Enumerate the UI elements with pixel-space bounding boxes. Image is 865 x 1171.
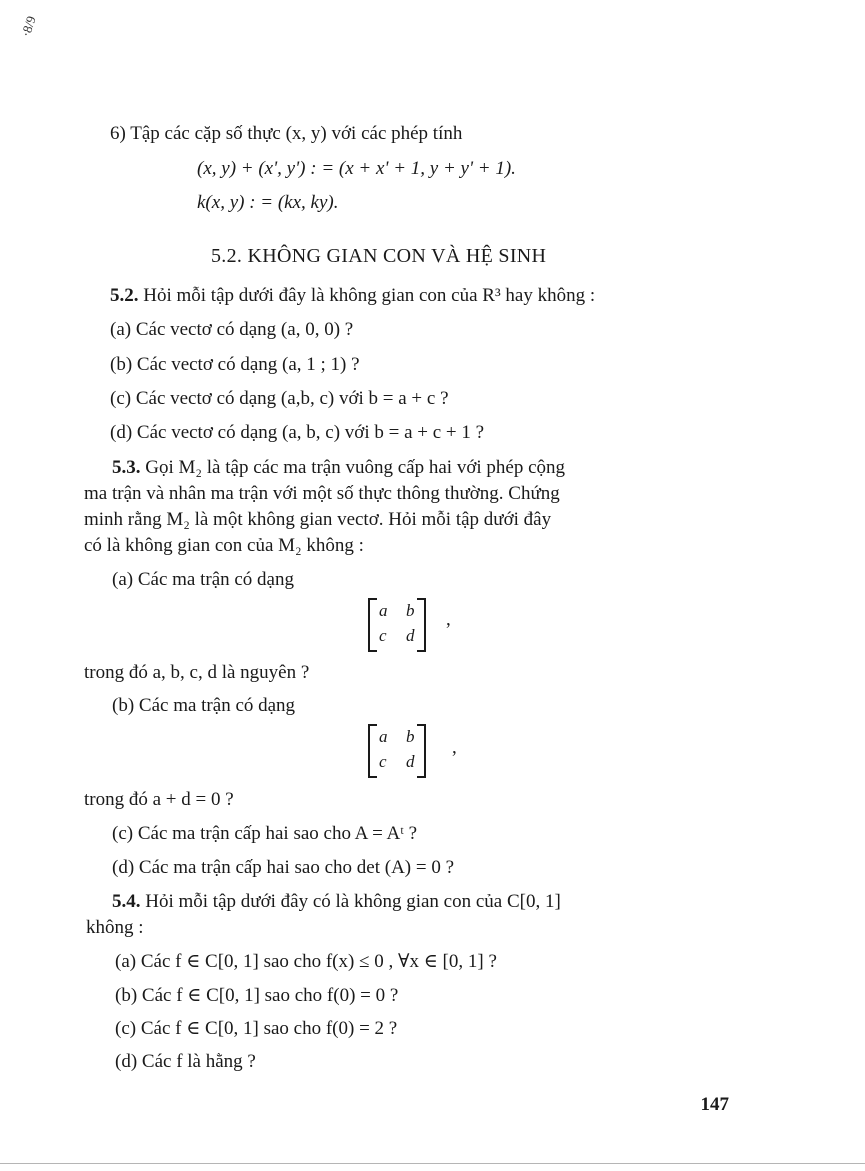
matrix-cell-c: c [379,626,387,645]
matrix-a [368,598,426,652]
exercise-5-4-number: 5.4. [112,891,141,912]
matrix-cell-b: b [406,601,415,620]
exercise-5-4-line1 [112,890,561,914]
section-title: 5.2. KHÔNG GIAN CON VÀ HỆ SINH [211,245,547,267]
matrix-b-punct: , [452,737,457,758]
matrix-cell-d: d [406,752,415,771]
exercise-5-4-line2: không : [86,917,144,938]
matrix-b [368,724,426,778]
exercise-5-2-item-a: (a) Các vectơ có dạng (a, 0, 0) ? [110,319,354,340]
exercise-5-3-item-d: (d) Các ma trận cấp hai sao cho det (A) = 0 ? [112,857,455,878]
page-number: 147 [700,1094,729,1115]
exercise-5-2-number: 5.2. [110,285,139,306]
exercise-5-3-line3: minh rằng M₂ là một không gian vectơ. Hỏi mỗi tập dưới đây [84,509,552,530]
item6-equation-sum: (x, y) + (x', y') : = (x + x' + 1, y + y' + 1). [197,158,516,179]
bottom-rule [0,1163,865,1164]
exercise-5-4-item-a: (a) Các f ∈ C[0, 1] sao cho f(x) ≤ 0 , ∀x ∈ [0, 1] ? [115,951,497,972]
matrix-cell-d: d [406,626,415,645]
exercise-5-3-item-c: (c) Các ma trận cấp hai sao cho A = Aᵗ ? [112,823,418,844]
exercise-5-3-item-b-label: (b) Các ma trận có dạng [112,695,296,716]
exercise-5-2-item-d: (d) Các vectơ có dạng (a, b, c) với b = a + c + 1 ? [110,422,485,443]
exercise-5-4-item-c: (c) Các f ∈ C[0, 1] sao cho f(0) = 2 ? [115,1018,398,1039]
matrix-right-bracket [417,724,426,778]
exercise-5-2-item-c: (c) Các vectơ có dạng (a,b, c) với b = a + c ? [110,388,449,409]
matrix-cell-a: a [379,601,388,620]
exercise-5-4-item-d: (d) Các f là hằng ? [115,1051,256,1072]
matrix-a-punct: , [446,609,451,630]
corner-mark: ·8/9 [18,14,39,39]
exercise-5-4-item-b: (b) Các f ∈ C[0, 1] sao cho f(0) = 0 ? [115,985,399,1006]
exercise-5-3-item-b-condition: trong đó a + d = 0 ? [84,789,234,810]
exercise-5-3-line2: ma trận và nhân ma trận với một số thực thông thường. Chứng [84,483,560,504]
matrix-cell-b: b [406,727,415,746]
exercise-5-3-line1 [112,456,565,480]
exercise-5-2-item-b: (b) Các vectơ có dạng (a, 1 ; 1) ? [110,354,360,375]
matrix-right-bracket [417,598,426,652]
exercise-5-3-line4: có là không gian con của M₂ không : [84,535,364,556]
matrix-cell-c: c [379,752,387,771]
matrix-left-bracket [368,598,377,652]
exercise-5-3-number: 5.3. [112,457,141,478]
exercise-5-3-item-a-condition: trong đó a, b, c, d là nguyên ? [84,662,310,683]
exercise-5-2-text: Hỏi mỗi tập dưới đây là không gian con của R³ hay không : [143,285,596,306]
exercise-5-3-text1: Gọi M₂ là tập các ma trận vuông cấp hai với phép cộng [145,457,566,478]
item6-label: 6) Tập các cặp số thực (x, y) với các phép tính [110,123,463,144]
matrix-cell-a: a [379,727,388,746]
exercise-5-2-line [110,284,595,308]
item6-equation-scalar: k(x, y) : = (kx, ky). [197,192,339,213]
matrix-left-bracket [368,724,377,778]
exercise-5-3-item-a-label: (a) Các ma trận có dạng [112,569,294,590]
exercise-5-4-text1: Hỏi mỗi tập dưới đây có là không gian con của C[0, 1] [145,891,561,912]
